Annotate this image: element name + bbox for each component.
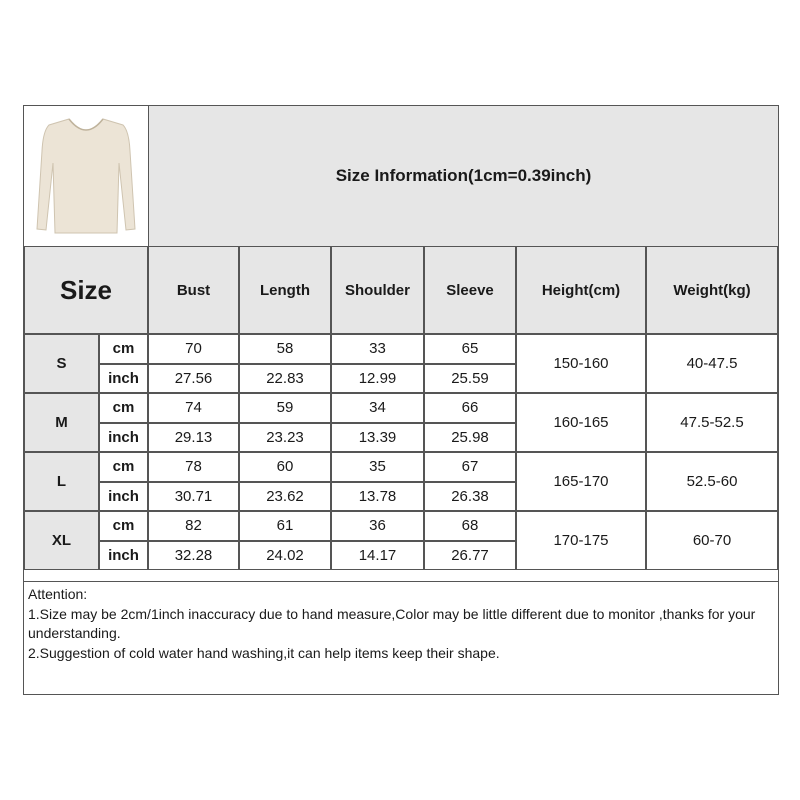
unit-label: cm [99,334,148,364]
chart-title: Size Information(1cm=0.39inch) [148,106,778,246]
table-cell: 66 [424,393,516,423]
table-cell: 61 [239,511,331,541]
column-header: Sleeve [424,246,516,334]
table-cell: 25.98 [424,423,516,453]
table-cell: 36 [331,511,424,541]
attention-notes [24,581,778,695]
table-cell: 14.17 [331,541,424,571]
height-cell: 160-165 [516,393,646,452]
table-cell: 35 [331,452,424,482]
size-label: S [24,334,99,393]
unit-label: inch [99,364,148,394]
table-cell: 30.71 [148,482,239,512]
height-cell: 165-170 [516,452,646,511]
product-image [24,106,148,246]
column-header: Height(cm) [516,246,646,334]
note-1: 1.Size may be 2cm/1inch inaccuracy due to hand measure,Color may be little different due to monitor ,thanks for your understanding. [28,605,756,641]
table-cell: 24.02 [239,541,331,571]
table-cell: 67 [424,452,516,482]
unit-label: inch [99,541,148,571]
size-header: Size [24,246,148,334]
table-cell: 33 [331,334,424,364]
table-cell: 68 [424,511,516,541]
table-cell: 26.77 [424,541,516,571]
table-cell: 32.28 [148,541,239,571]
table-cell: 74 [148,393,239,423]
column-header: Length [239,246,331,334]
unit-label: cm [99,452,148,482]
table-cell: 58 [239,334,331,364]
size-chart [23,105,779,695]
size-label: L [24,452,99,511]
table-cell: 60 [239,452,331,482]
table-cell: 23.62 [239,482,331,512]
garment-icon [31,111,141,241]
weight-cell: 40-47.5 [646,334,778,393]
table-cell: 26.38 [424,482,516,512]
unit-label: cm [99,393,148,423]
size-label: XL [24,511,99,570]
table-cell: 23.23 [239,423,331,453]
table-cell: 27.56 [148,364,239,394]
table-cell: 13.39 [331,423,424,453]
table-cell: 65 [424,334,516,364]
size-label: M [24,393,99,452]
unit-label: inch [99,482,148,512]
table-cell: 70 [148,334,239,364]
table-cell: 13.78 [331,482,424,512]
weight-cell: 60-70 [646,511,778,570]
note-2: 2.Suggestion of cold water hand washing,it can help items keep their shape. [28,644,500,661]
unit-label: cm [99,511,148,541]
unit-label: inch [99,423,148,453]
height-cell: 170-175 [516,511,646,570]
table-cell: 12.99 [331,364,424,394]
table-cell: 29.13 [148,423,239,453]
column-header: Bust [148,246,239,334]
table-cell: 22.83 [239,364,331,394]
height-cell: 150-160 [516,334,646,393]
table-cell: 82 [148,511,239,541]
notes-heading: Attention: [28,586,88,602]
table-cell: 34 [331,393,424,423]
table-cell: 25.59 [424,364,516,394]
table-cell: 78 [148,452,239,482]
table-cell: 59 [239,393,331,423]
column-header: Weight(kg) [646,246,778,334]
weight-cell: 47.5-52.5 [646,393,778,452]
weight-cell: 52.5-60 [646,452,778,511]
column-header: Shoulder [331,246,424,334]
